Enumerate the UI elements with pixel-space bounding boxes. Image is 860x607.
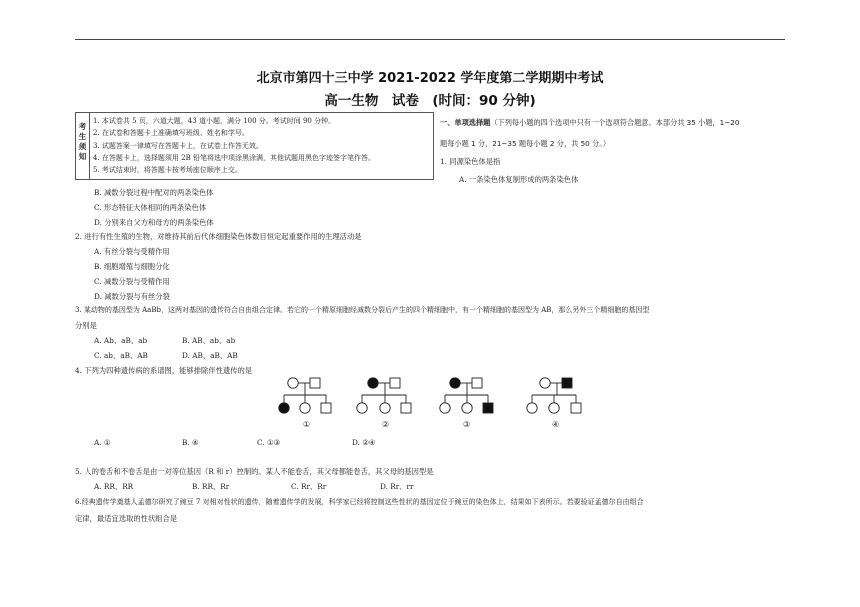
pedigree-label-1: ① <box>303 420 311 429</box>
notice-item: 3. 试题答案一律填写在答题卡上，在试卷上作答无效。 <box>93 141 263 150</box>
option-3c: C. ab、aB、AB <box>94 351 148 360</box>
notice-item: 2. 在试卷和答题卡上准确填写班级、姓名和学号。 <box>93 129 249 138</box>
option-3a: A. Ab、aB、ab <box>94 336 148 345</box>
pedigree-label-3: ③ <box>463 420 471 429</box>
question-stem-2: 2. 进行有性生殖的生物，对维持其前后代体细胞染色体数目恒定起重要作用的生理活动是 <box>75 232 362 241</box>
option-5d: D. Rr、rr <box>380 482 414 491</box>
option-2d: D. 减数分裂与有丝分裂 <box>94 292 170 301</box>
option-2b: B. 细胞增殖与细胞分化 <box>94 262 170 271</box>
question-stem-5: 5. 人的卷舌和不卷舌是由一对等位基因（R 和 r）控制的。某人不能卷舌，其父母都能卷舌，其父母的基因型是 <box>75 467 434 476</box>
option-4d: D. ②④ <box>352 438 376 447</box>
option-1d: D. 分别来自父方和母方的两条染色体 <box>94 218 214 227</box>
option-1c: C. 形态特征大体相同的两条染色体 <box>94 203 207 212</box>
section-heading-bold: 一、单项选择题 <box>440 118 491 127</box>
option-5a: A. RR、RR <box>94 482 134 491</box>
question-stem-6: 6.经典遗传学奠基人孟德尔研究了豌豆 7 对相对性状的遗传，随着遗传学的发展，科学家已经将控制这些性状的基因定位于豌豆的染色体上，结果如下表所示。若要验证孟德尔自由组合 <box>75 498 644 506</box>
section-heading-text: （下列每小题的四个选项中只有一个选项符合题意。本部分共 35 小题，1~20 <box>490 118 740 127</box>
pedigree-label-2: ② <box>382 420 390 429</box>
option-3d: D. AB、aB、AB <box>182 351 238 360</box>
notice-item: 4. 在答题卡上，选择题须用 2B 铅笔将选中项涂黑涂满，其他试题用黑色字迹签字笔作答。 <box>93 153 375 162</box>
section-heading-line2: 题每小题 1 分，21~35 题每小题 2 分，共 50 分。） <box>440 139 611 148</box>
notice-label: 考生须知 <box>76 113 90 179</box>
option-2c: C. 减数分裂与受精作用 <box>94 277 170 286</box>
option-5b: B. RR、Rr <box>192 482 230 491</box>
question-stem-1: 1. 同源染色体是指 <box>440 157 501 166</box>
notice-item: 1. 本试卷共 5 页，六道大题，43 道小题，满分 100 分。考试时间 90 分钟。 <box>93 117 336 125</box>
question-stem-4: 4. 下列为四种遗传病的系谱图，能够排除伴性遗传的是 <box>75 366 253 375</box>
pedigree-2 <box>357 378 411 413</box>
option-4a: A. ① <box>94 438 111 447</box>
option-1a: A. 一条染色体复制形成的两条染色体 <box>459 175 579 184</box>
notice-item: 5. 考试结束时，将答题卡按考场座位顺序上交。 <box>93 166 242 175</box>
pedigree-4 <box>527 378 581 413</box>
question-stem-3-cont: 分别是 <box>75 321 97 330</box>
option-4c: C. ①③ <box>257 438 281 447</box>
option-1b: B. 减数分裂过程中配对的两条染色体 <box>94 188 214 197</box>
question-stem-3: 3. 某动物的基因型为 AaBb，这两对基因的遗传符合自由组合定律。若它的一个精原细胞经减数分裂后产生的四个精细胞中，有一个精细胞的基因型为 AB，那么另外三个精细胞的基因型 <box>75 306 650 314</box>
pedigree-1 <box>279 378 331 413</box>
pedigree-label-4: ④ <box>552 420 560 429</box>
option-4b: B. ④ <box>182 438 199 447</box>
option-5c: C. Rr、Rr <box>291 482 327 491</box>
exam-title: 北京市第四十三中学 2021-2022 学年度第二学期期中考试 <box>256 71 604 86</box>
question-stem-6-cont: 定律，最适宜选取的性状组合是 <box>75 514 178 523</box>
exam-subtitle: 高一生物 试卷 (时间：90 分钟) <box>324 93 536 109</box>
option-3b: B. AB、ab、ab <box>182 336 236 345</box>
pedigree-3 <box>440 378 493 413</box>
option-2a: A. 有丝分裂与受精作用 <box>94 247 170 256</box>
